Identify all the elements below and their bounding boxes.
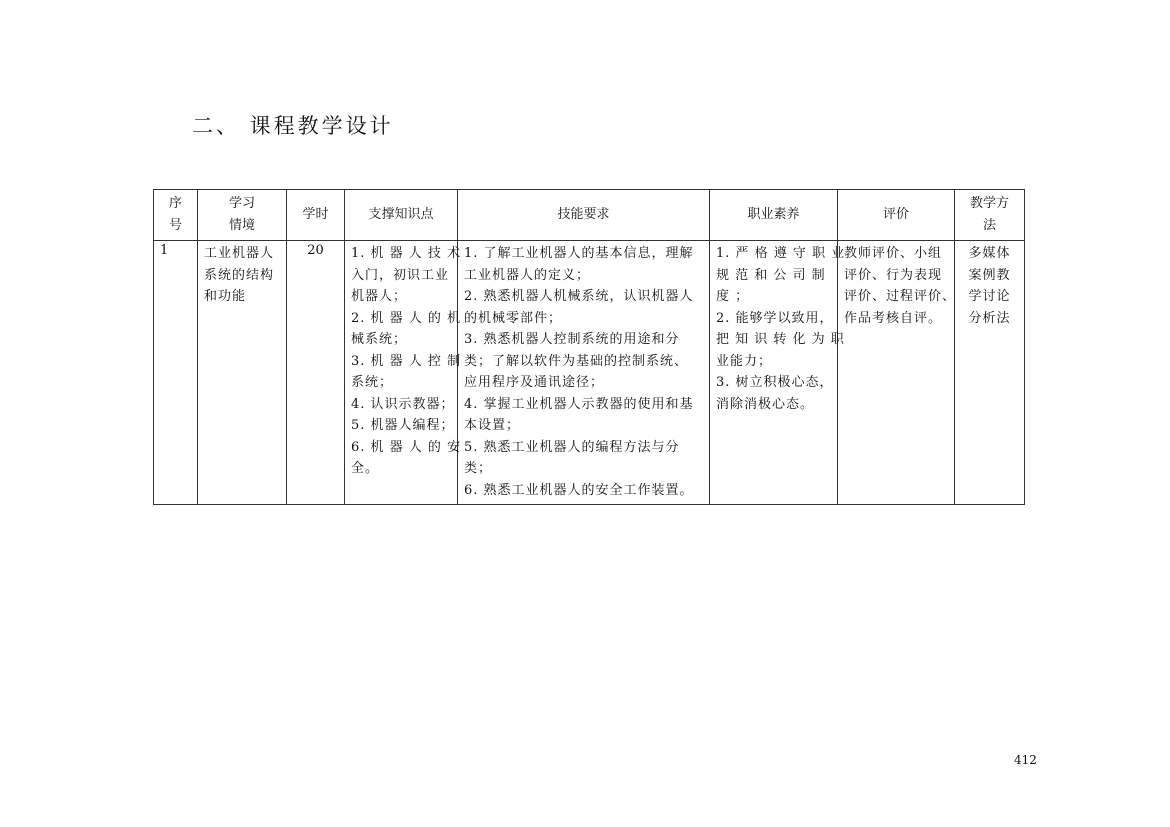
cell-seq: 1 bbox=[154, 241, 198, 505]
header-seq: 序 号 bbox=[154, 190, 198, 241]
course-design-table bbox=[153, 189, 1025, 505]
header-skills: 技能要求 bbox=[458, 190, 710, 241]
header-method: 教学方 法 bbox=[955, 190, 1025, 241]
cell-hours: 20 bbox=[287, 241, 345, 505]
page-number: 412 bbox=[1014, 753, 1037, 767]
cell-evaluation: 教师评价、小组 评价、行为表现 评价、过程评价、 作品考核自评。 bbox=[838, 241, 955, 505]
table-header-row bbox=[154, 190, 1025, 241]
section-title: 二、 课程教学设计 bbox=[192, 114, 394, 138]
header-context: 学习 情境 bbox=[198, 190, 287, 241]
header-hours: 学时 bbox=[287, 190, 345, 241]
header-literacy: 职业素养 bbox=[710, 190, 838, 241]
cell-literacy: 1. 严 格 遵 守 职 业 规 范 和 公 司 制 度 ； 2. 能够学以致用， 把 知 识 转 化 为 职 业能力； 3. 树立积极心态， 消除消极心态。 bbox=[710, 241, 838, 505]
cell-method: 多媒体 案例教 学讨论 分析法 bbox=[955, 241, 1025, 505]
cell-context: 工业机器人 系统的结构 和功能 bbox=[198, 241, 287, 505]
cell-skills: 1. 了解工业机器人的基本信息，理解 工业机器人的定义； 2. 熟悉机器人机械系统，认识机器人 的机械零部件； 3. 熟悉机器人控制系统的用途和分 类；了解以软件为基础的控制系统、 应用程序及通讯途径； 4. 掌握工业机器人示教器的使用和基 本设置； 5. 熟悉工业机器人的编程方法与分 类； 6. 熟悉工业机器人的安全工作装置。 bbox=[458, 241, 710, 505]
header-evaluation: 评价 bbox=[838, 190, 955, 241]
table-row bbox=[154, 241, 1025, 505]
header-knowledge: 支撑知识点 bbox=[345, 190, 458, 241]
cell-knowledge: 1. 机 器 人 技 术 入门，初识工业 机器人； 2. 机 器 人 的 机 械系统； 3. 机 器 人 控 制 系统； 4. 认识示教器； 5. 机器人编程； 6. 机 器 人 的 安 全。 bbox=[345, 241, 458, 505]
